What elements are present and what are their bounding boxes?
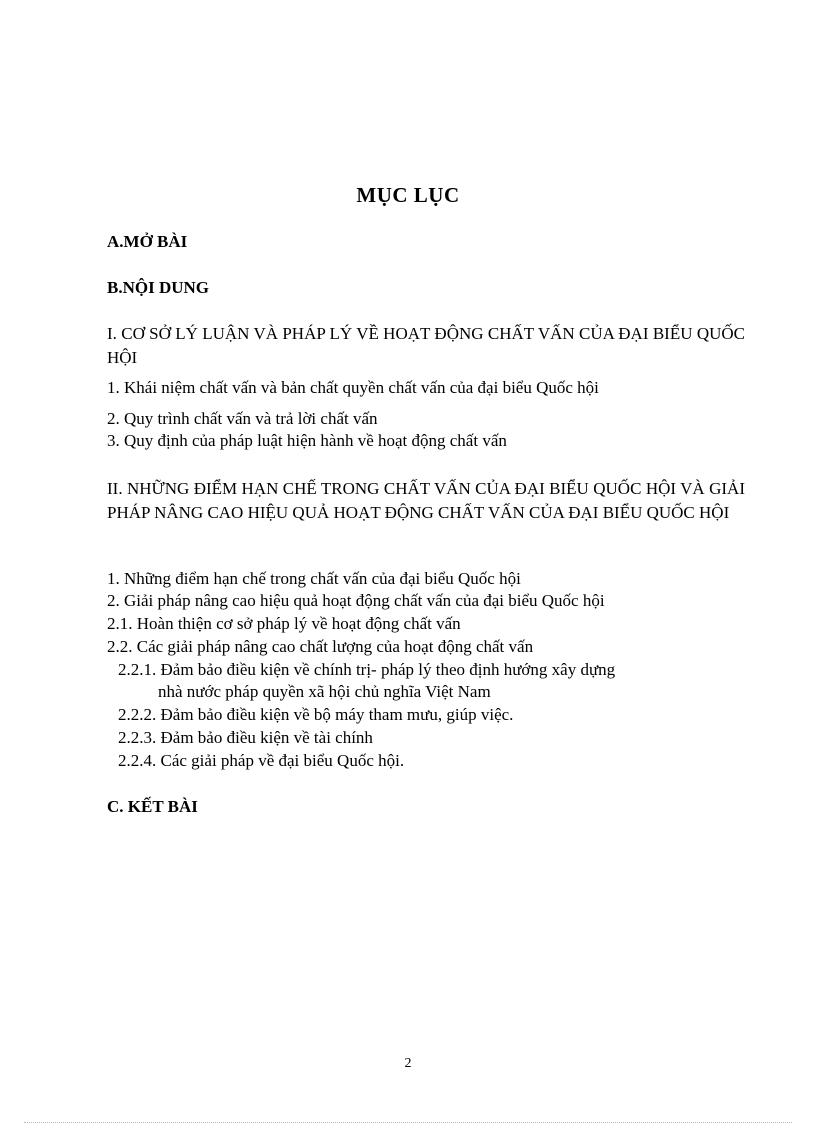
toc-subitem-2-2-2: 2.2.2. Đảm bảo điều kiện về bộ máy tham mưu, giúp việc. <box>118 705 514 724</box>
toc-subitem-2-2-3: 2.2.3. Đảm bảo điều kiện về tài chính <box>118 728 373 747</box>
section-b-heading: B.NỘI DUNG <box>107 278 210 297</box>
toc-item-1-1: 1. Khái niệm chất vấn và bản chất quyền chất vấn của đại biểu Quốc hội <box>107 378 599 397</box>
toc-subitem-2-2-1-cont: nhà nước pháp quyền xã hội chủ nghĩa Việt Nam <box>158 682 491 701</box>
part-1-heading: I. CƠ SỞ LÝ LUẬN VÀ PHÁP LÝ VỀ HOẠT ĐỘNG CHẤT VẤN CỦA ĐẠI BIỂU QUỐC HỘI <box>107 324 745 367</box>
section-a-heading: A.MỞ BÀI <box>107 232 188 251</box>
toc-item-2-2-2: 2.2. Các giải pháp nâng cao chất lượng của hoạt động chất vấn <box>107 637 534 656</box>
part-2-heading: II. NHỮNG ĐIỂM HẠN CHẾ TRONG CHẤT VẤN CỦA ĐẠI BIỂU QUỐC HỘI VÀ GIẢI PHÁP NÂNG CAO HIỆU QUẢ HOẠT ĐỘNG CHẤT VẤN CỦA ĐẠI BIỂU QUỐC HỘI <box>107 479 745 522</box>
page-number: 2 <box>404 1056 412 1071</box>
section-c-heading: C. KẾT BÀI <box>107 797 198 816</box>
toc-item-2-2-1: 2.1. Hoàn thiện cơ sở pháp lý về hoạt động chất vấn <box>107 614 461 633</box>
toc-item-2-1: 1. Những điểm hạn chế trong chất vấn của đại biểu Quốc hội <box>107 569 521 588</box>
toc-item-1-2: 2. Quy trình chất vấn và trả lời chất vấn <box>107 409 378 428</box>
page-title: MỤC LỤC <box>356 183 460 207</box>
toc-subitem-2-2-1: 2.2.1. Đảm bảo điều kiện về chính trị- pháp lý theo định hướng xây dựng <box>118 660 616 679</box>
toc-item-2-2: 2. Giải pháp nâng cao hiệu quả hoạt động chất vấn của đại biểu Quốc hội <box>107 591 605 610</box>
toc-subitem-2-2-4: 2.2.4. Các giải pháp về đại biểu Quốc hội. <box>118 751 405 770</box>
toc-item-1-3: 3. Quy định của pháp luật hiện hành về hoạt động chất vấn <box>107 431 507 450</box>
